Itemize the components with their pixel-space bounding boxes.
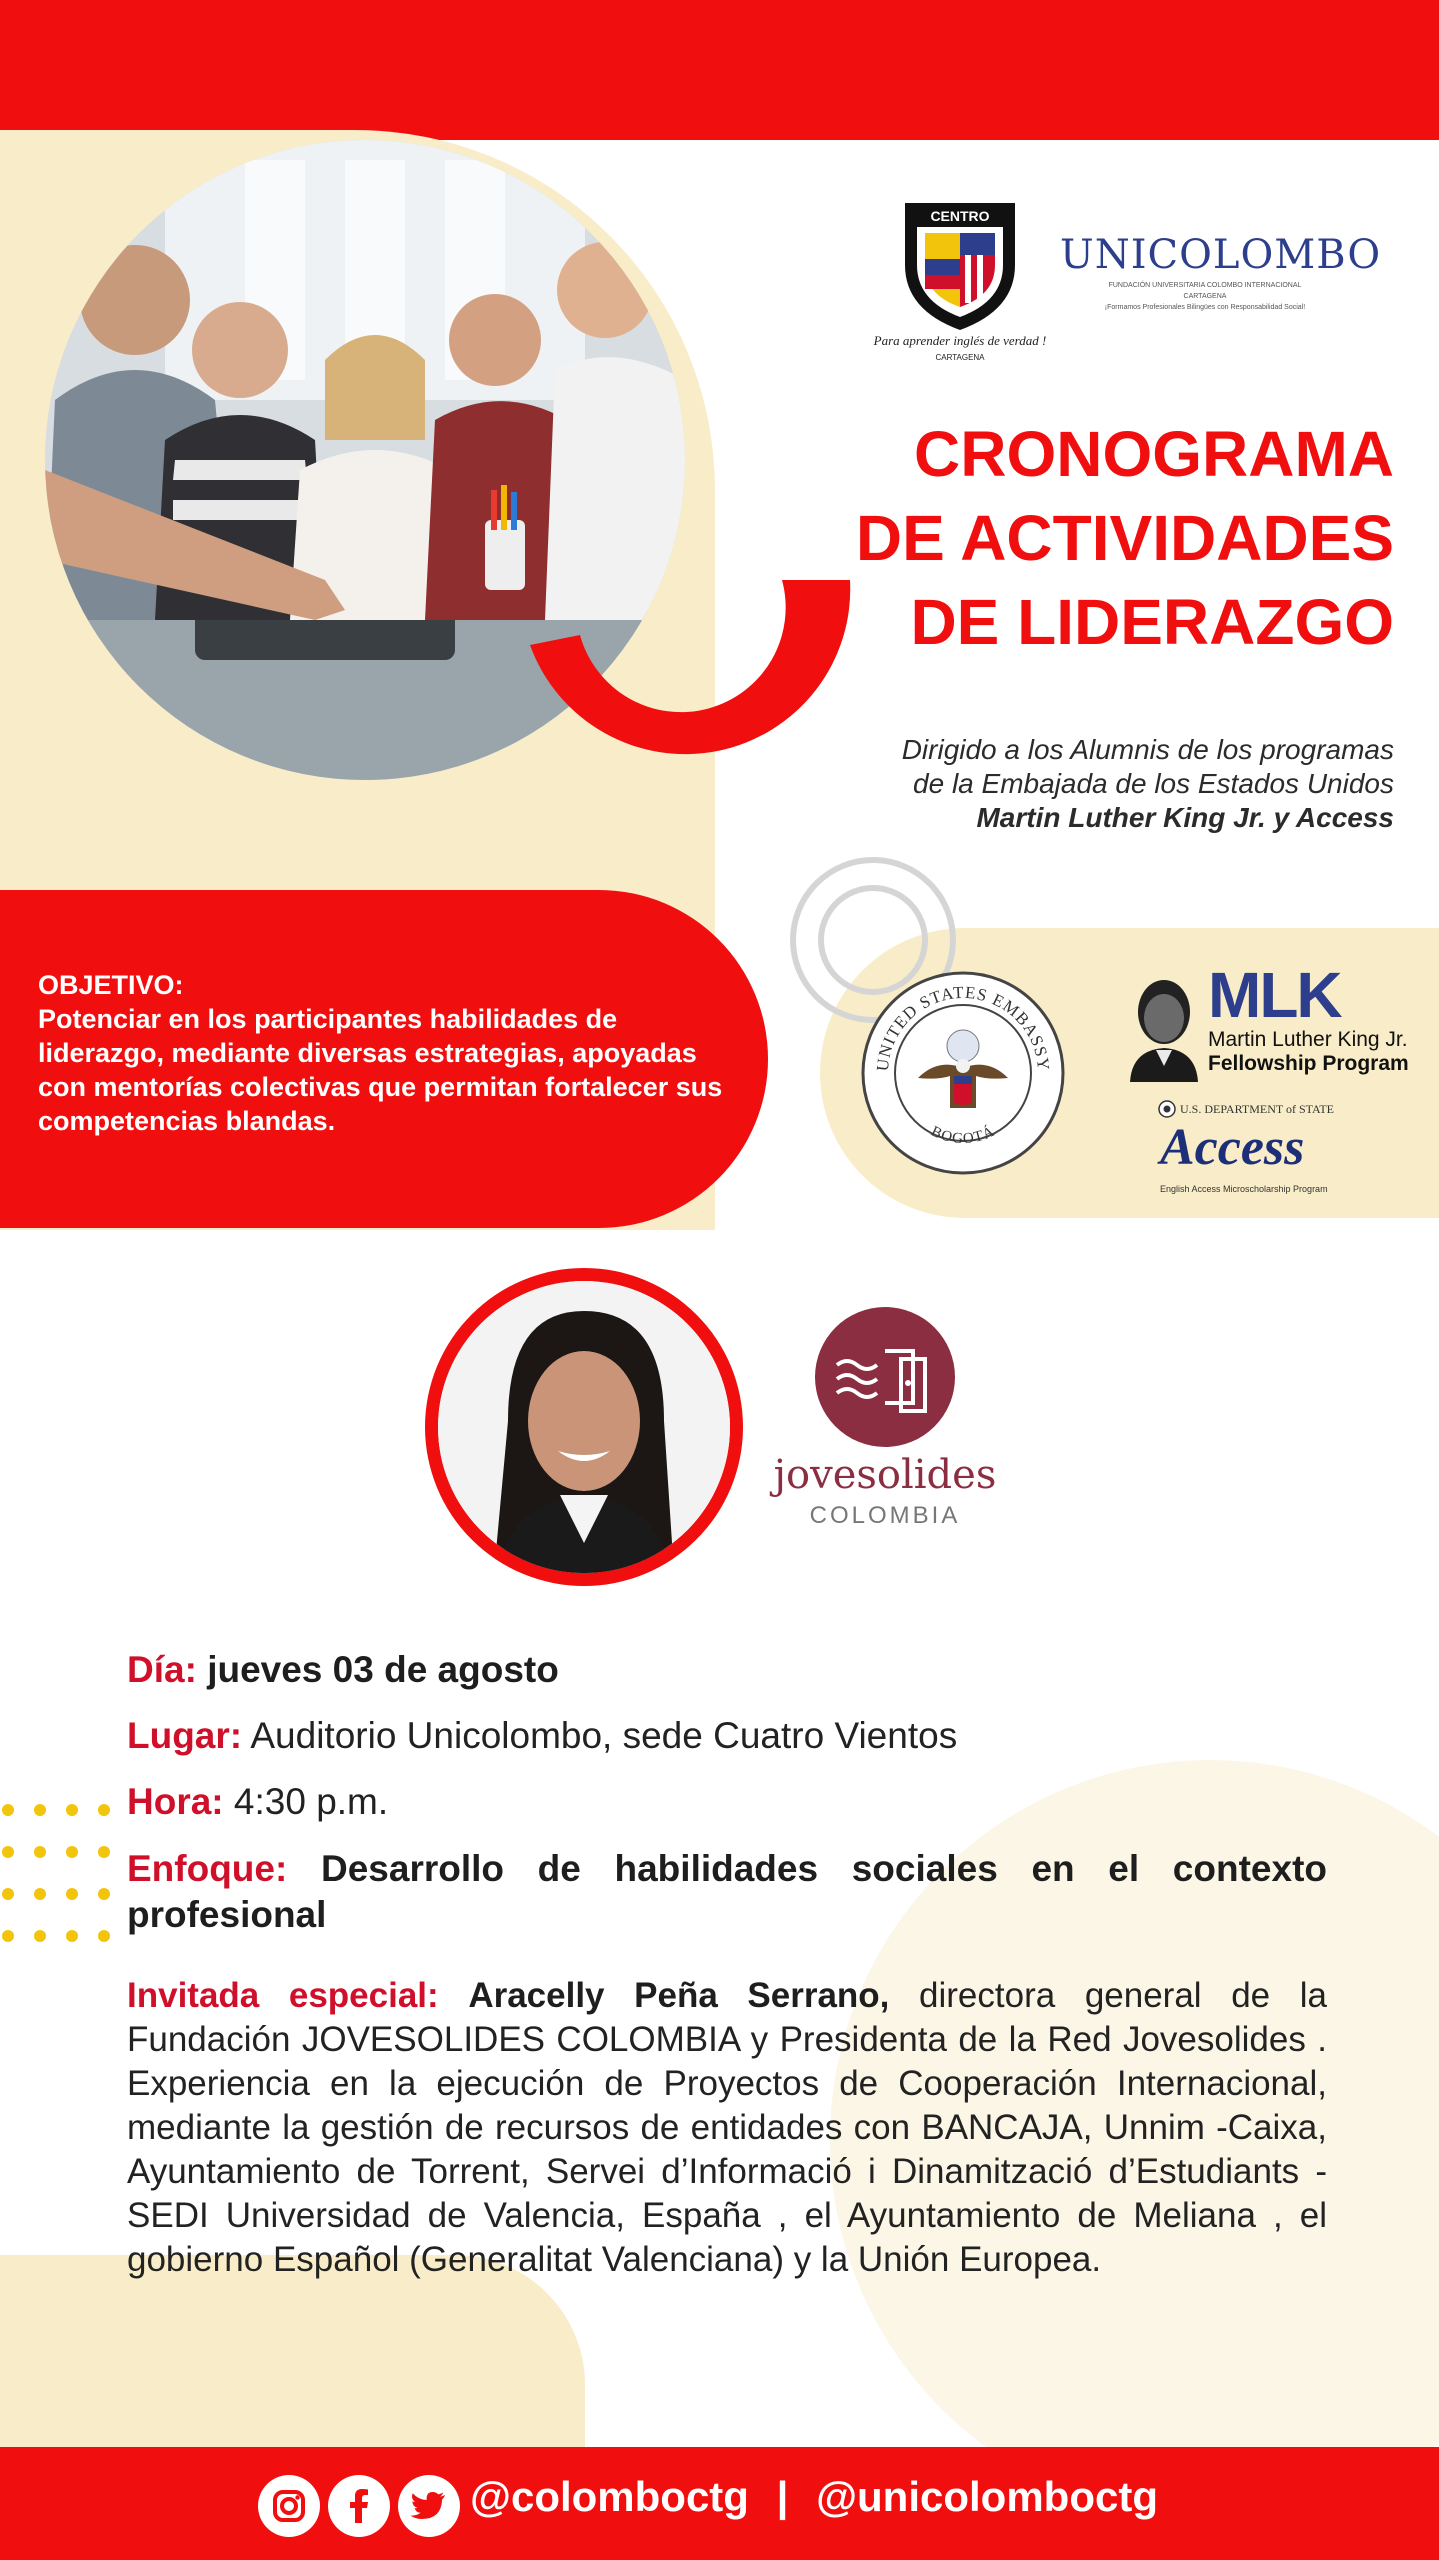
instagram-icon[interactable] [258, 2475, 320, 2537]
handle-unicolomboctg[interactable]: @unicolomboctg [816, 2473, 1158, 2520]
lugar-value: Auditorio Unicolombo, sede Cuatro Vientos [250, 1715, 958, 1756]
unicolombo-name: UNICOLOMBO [1060, 232, 1382, 278]
top-red-band [0, 0, 1439, 140]
invitada-label: Invitada especial: [127, 1976, 439, 2015]
embassy-city: BOGOTÁ [928, 1123, 998, 1148]
subtitle-line-1: Dirigido a los Alumnis de los programas [901, 734, 1394, 765]
footer-band [0, 2447, 1439, 2560]
twitter-icon[interactable] [398, 2475, 460, 2537]
invitada-name: Aracelly Peña Serrano, [468, 1976, 890, 2015]
colombo-top-word: CENTRO [930, 208, 990, 224]
hora-row [127, 1780, 1327, 1824]
access-dept: U.S. DEPARTMENT of STATE [1180, 1102, 1335, 1116]
hora-value: 4:30 p.m. [233, 1781, 389, 1822]
footer-handles [470, 2473, 1158, 2521]
access-program-logo [1158, 1100, 1358, 1200]
title-line-3: DE LIDERAZGO [910, 586, 1394, 658]
unicolombo-tagline: ¡Formamos Profesionales Bilingües con Responsabilidad Social! [1104, 304, 1306, 311]
jovesolides-country: COLOMBIA [809, 1502, 961, 1529]
speaker-photo [438, 1281, 730, 1573]
dia-value: jueves 03 de agosto [207, 1649, 559, 1690]
unicolombo-logo [1060, 232, 1382, 312]
jovesolides-mark-icon [815, 1307, 955, 1447]
objetivo-label: OBJETIVO: [38, 970, 184, 1000]
title-line-1: CRONOGRAMA [914, 418, 1394, 490]
handle-separator: | [776, 2473, 789, 2520]
invitada-text: directora general de la Fundación JOVESOLIDES COLOMBIA y Presidenta de la Red Jovesolides . Experiencia en la ejecución de Proyectos de Cooperación Internacional, mediante la gestión de recursos de entidades con BANCAJA, Unnim -Caixa, Ayuntamiento de Torrent, Servei d’Informació i Dinamització d’Estudiants -SEDI Universidad de Valencia, España , el Ayuntamiento de Meliana , el gobierno Español (Generalitat Valenciana) y la Unión Europea. [127, 1976, 1327, 2279]
access-word: Access [1160, 1119, 1305, 1176]
mlk-line-2: Fellowship Program [1208, 1052, 1409, 1075]
us-embassy-seal [858, 968, 1068, 1178]
hora-label: Hora: [127, 1781, 224, 1822]
event-details [127, 1648, 1327, 2304]
centro-colombo-americano-logo [865, 195, 1055, 365]
page-title [734, 412, 1394, 664]
facebook-icon[interactable] [328, 2475, 390, 2537]
enfoque-row [127, 1846, 1327, 1938]
subtitle-line-3: Martin Luther King Jr. y Access [976, 802, 1394, 833]
objetivo-text: Potenciar en los participantes habilidades de liderazgo, mediante diversas estrategias, apoyadas con mentorías colectivas que permitan fortalecer sus competencias blandas. [38, 1004, 723, 1136]
colombo-city: CARTAGENA [935, 353, 985, 362]
objetivo-box [0, 890, 768, 1228]
title-line-2: DE ACTIVIDADES [855, 502, 1394, 574]
access-tagline: English Access Microscholarship Program [1160, 1184, 1328, 1194]
audience-subtitle [694, 733, 1394, 835]
enfoque-value: Desarrollo de habilidades sociales en el contexto profesional [127, 1848, 1327, 1935]
unicolombo-city: CARTAGENA [1183, 293, 1227, 300]
dia-row [127, 1648, 1327, 1692]
handle-colomboctg[interactable]: @colomboctg [470, 2473, 749, 2520]
colombo-slogan: Para aprender inglés de verdad ! [873, 333, 1047, 348]
yellow-dots-decoration [0, 1800, 130, 1950]
unicolombo-sub: FUNDACIÓN UNIVERSITARIA COLOMBO INTERNACIONAL [1108, 282, 1302, 289]
enfoque-label: Enfoque: [127, 1848, 288, 1889]
mlk-word: MLK [1208, 959, 1341, 1031]
lugar-label: Lugar: [127, 1715, 243, 1756]
mlk-fellowship-logo [1122, 959, 1409, 1087]
subtitle-line-2: de la Embajada de los Estados Unidos [913, 768, 1394, 799]
invitada-row [127, 1974, 1327, 2282]
dia-label: Día: [127, 1649, 197, 1690]
lugar-row [127, 1714, 1327, 1758]
mlk-line-1: Martin Luther King Jr. [1208, 1028, 1408, 1051]
embassy-text: UNITED STATES EMBASSY [872, 982, 1054, 1073]
jovesolides-name: jovesolides [773, 1452, 997, 1498]
